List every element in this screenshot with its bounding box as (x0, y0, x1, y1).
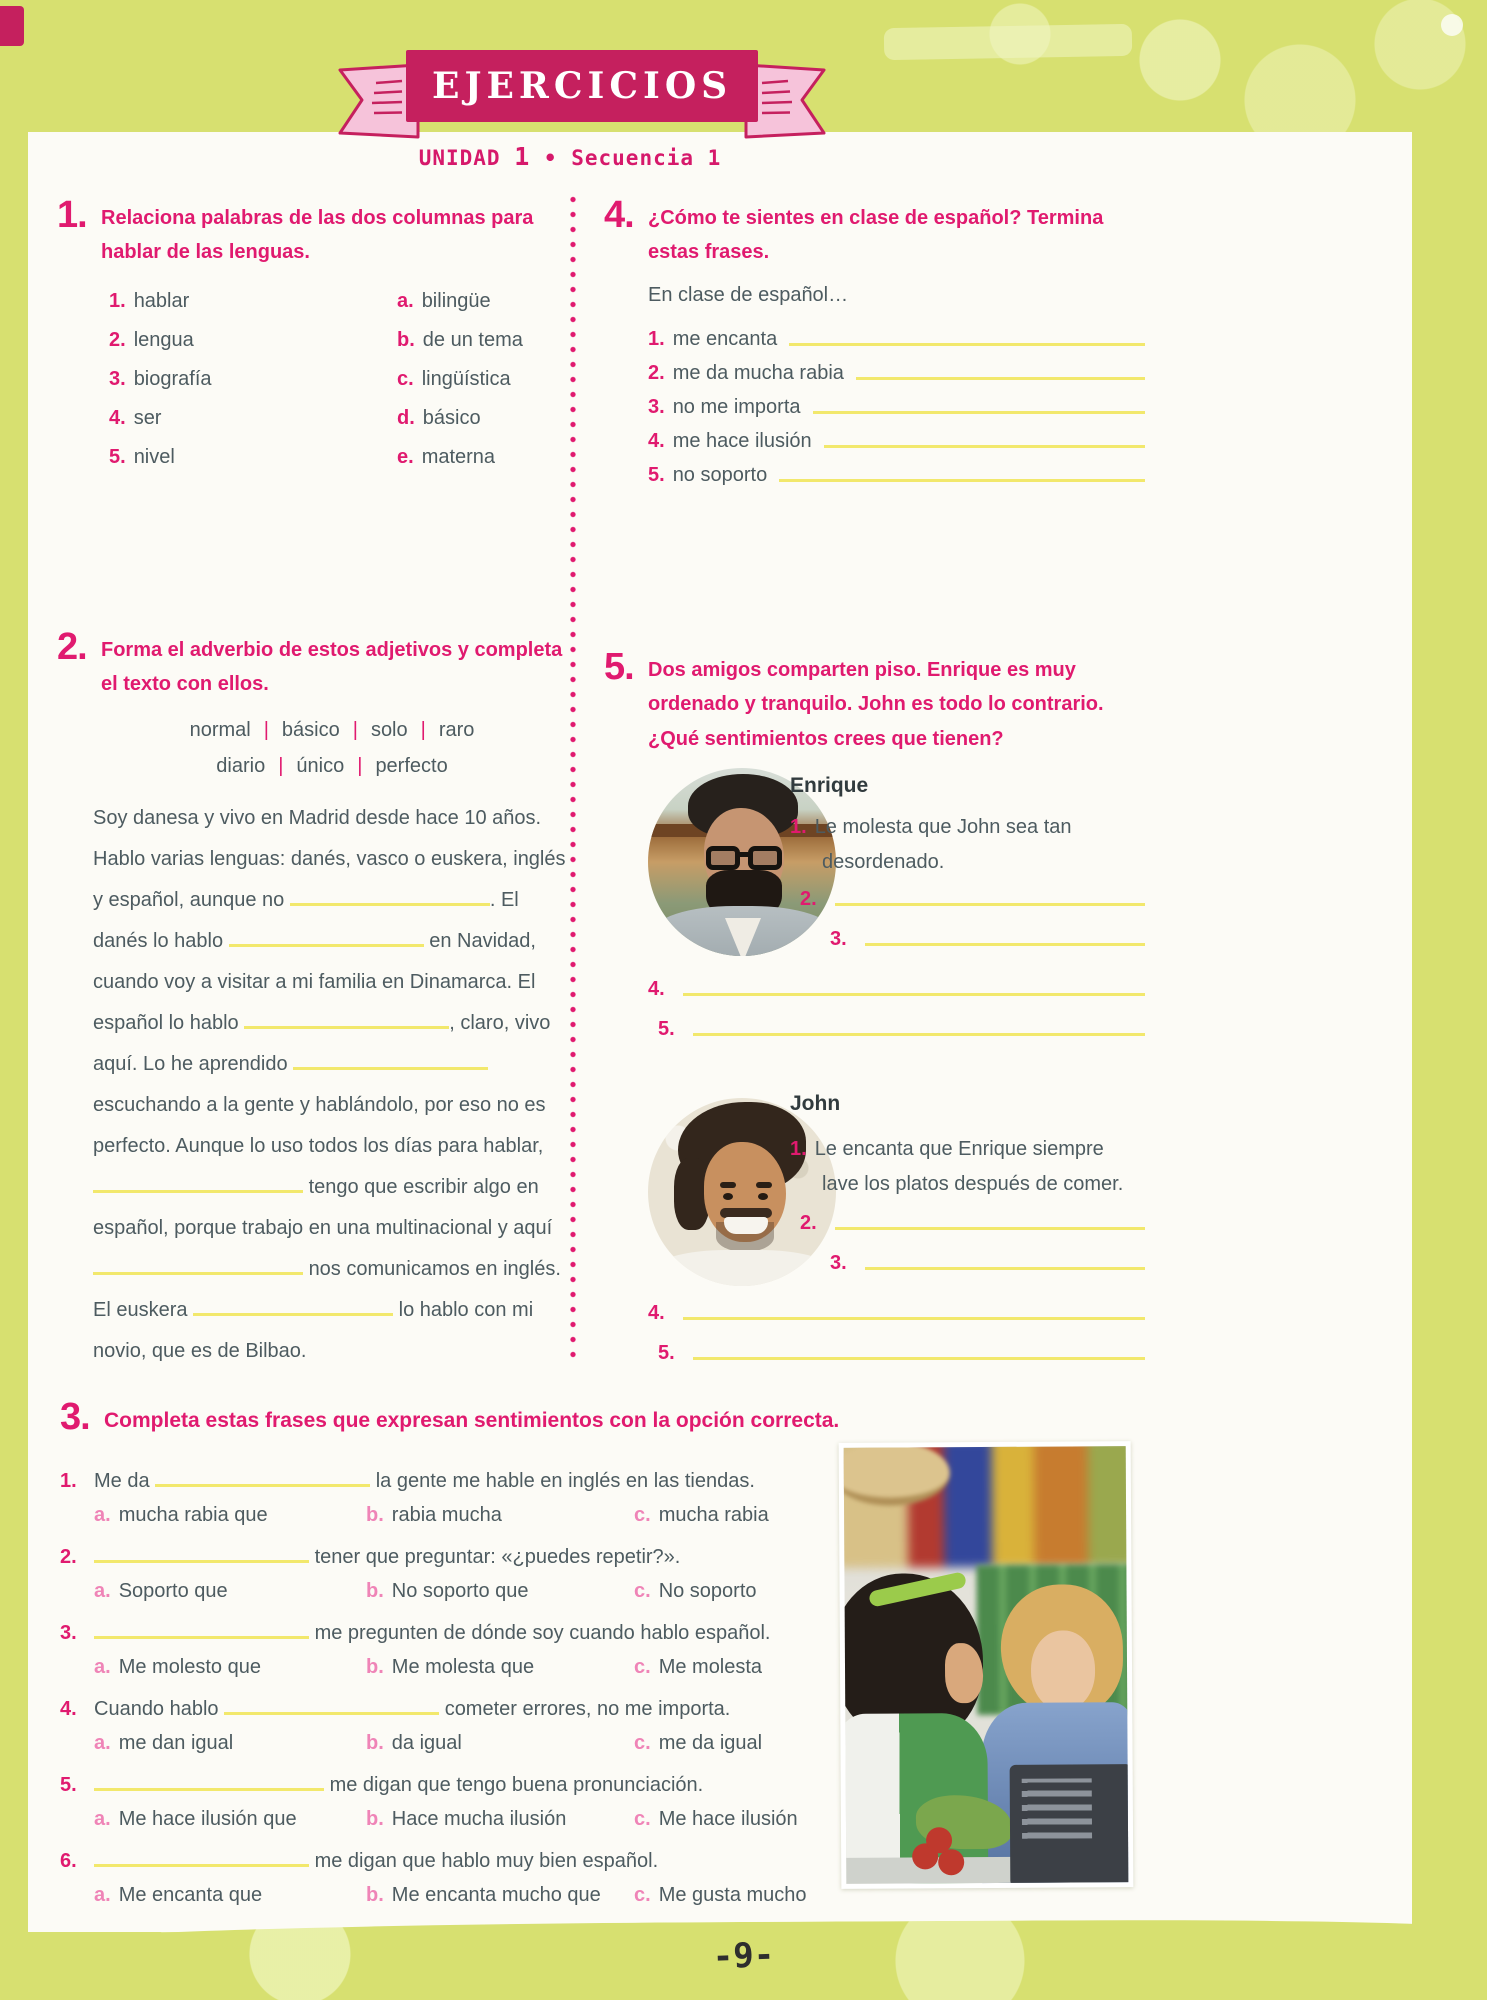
exercise-5 (604, 646, 1145, 1364)
option-letter: c. (634, 1808, 651, 1831)
word-bank-row (97, 712, 567, 748)
item-letter: a. (397, 289, 414, 312)
option-letter: b. (366, 1580, 384, 1603)
option-text: Me molesto que (118, 1656, 261, 1679)
question-sentence (60, 1622, 870, 1648)
exercise-4-number: 4. (604, 194, 634, 236)
sentence-row (648, 419, 1145, 453)
item-number: 4. (109, 406, 126, 429)
text-segment: en Navidad, cuando voy a visitar a mi familia en Dinamarca. El español lo hablo (93, 929, 536, 1034)
answer-row (800, 888, 1145, 911)
item-number: 4. (648, 1302, 665, 1324)
glasses-bridge (738, 852, 750, 857)
option-c (634, 1732, 874, 1758)
register-keys (1022, 1778, 1092, 1838)
options-row (94, 1504, 870, 1530)
sentence-starter: me hace ilusión (672, 429, 812, 452)
answer-row (648, 978, 1145, 1001)
item-number: 2. (648, 361, 665, 384)
text-segment: lo hablo con mi novio, que es de Bilbao. (93, 1298, 534, 1362)
item-number: 1. (790, 816, 807, 838)
exercise-4-intro: En clase de español… (648, 283, 849, 306)
sentence-post: me pregunten de dónde soy cuando hablo español. (314, 1622, 771, 1645)
option-b (366, 1808, 634, 1834)
option-text: Me gusta mucho (658, 1884, 807, 1907)
item-number: 1. (109, 289, 126, 312)
option-text: Soporto que (118, 1580, 228, 1603)
bank-word: normal (189, 718, 251, 741)
eyebrow (756, 1182, 772, 1188)
page-number: -9- (712, 1934, 775, 1978)
store-scene (844, 1446, 1129, 1884)
option-b (366, 1656, 634, 1682)
customer-face (1031, 1630, 1095, 1710)
sentence-starter: me encanta (672, 327, 778, 350)
bank-separator: | (420, 718, 426, 741)
item-number: 3. (648, 395, 665, 418)
exercise-3-title: Completa estas frases que expresan sentimientos con la opción correcta. (104, 1409, 840, 1432)
fill-in-blank (244, 1015, 449, 1029)
item-number: 1. (790, 1138, 807, 1160)
option-text: mucha rabia (658, 1504, 769, 1527)
item-letter: d. (397, 406, 415, 429)
option-text: No soporto que (391, 1580, 529, 1603)
fill-in-line (835, 1220, 1145, 1230)
store-photo (839, 1441, 1134, 1889)
option-b (366, 1504, 634, 1530)
option-letter: c. (634, 1504, 651, 1527)
options-row (94, 1580, 870, 1606)
item-number: 5. (648, 463, 665, 486)
item-number: 2. (60, 1546, 77, 1569)
eye (758, 1193, 768, 1200)
corner-tab (0, 6, 24, 46)
bank-word: único (296, 754, 345, 777)
option-a (94, 1656, 366, 1682)
answer-row (648, 1302, 1145, 1325)
option-text: Me molesta que (391, 1656, 535, 1679)
option-c (634, 1504, 874, 1530)
bank-word: perfecto (375, 754, 448, 777)
item-number: 3. (830, 928, 847, 950)
item-letter: c. (397, 367, 414, 390)
subtitle-bullet: • (543, 146, 558, 170)
item-number: 2. (800, 888, 817, 910)
example-sentence (790, 810, 1128, 880)
fill-in-blank (224, 1701, 439, 1715)
options-row (94, 1808, 870, 1834)
bank-word: diario (216, 754, 266, 777)
person-name: John (790, 1092, 841, 1115)
word-bank (97, 712, 567, 784)
person-block-john (604, 1084, 1145, 1414)
option-text: Me molesta (658, 1656, 763, 1679)
matching-row (109, 368, 572, 407)
item-number: 5. (658, 1018, 675, 1040)
item-number: 6. (60, 1850, 77, 1873)
exercise-4-title: ¿Cómo te sientes en clase de español? Termina estas frases. (648, 207, 1104, 264)
fill-in-line (865, 936, 1145, 946)
fill-in-line (779, 472, 1145, 482)
option-text: rabia mucha (391, 1504, 502, 1527)
answer-row (800, 1212, 1145, 1235)
option-letter: a. (94, 1884, 111, 1907)
bank-word: básico (281, 718, 340, 741)
ejercicios-banner (332, 50, 832, 132)
option-text: mucha rabia que (118, 1504, 268, 1527)
item-number: 4. (60, 1698, 77, 1721)
exercise-5-title: Dos amigos comparten piso. Enrique es muy ordenado y tranquilo. John es todo lo contrario. ¿Qué sentimientos crees que tienen? (648, 659, 1104, 750)
option-text: Hace mucha ilusión (391, 1808, 567, 1831)
item-number: 1. (60, 1470, 77, 1493)
sentence-row (648, 317, 1145, 351)
fill-in-blank (293, 1056, 488, 1070)
fill-in-line (865, 1260, 1145, 1270)
sentence-post: me digan que tengo buena pronunciación. (329, 1774, 704, 1797)
eyebrow (720, 1182, 736, 1188)
text-segment: Soy danesa y vivo en Madrid desde hace 10 años. Hablo varias lenguas: danés, vasco o euskera, inglés y español, aunque no (93, 806, 566, 911)
tomato (926, 1827, 952, 1853)
fill-in-line (789, 336, 1145, 346)
multiple-choice-items (60, 1470, 870, 1910)
option-letter: a. (94, 1504, 111, 1527)
option-text: Me encanta mucho que (391, 1884, 601, 1907)
option-c (634, 1884, 874, 1910)
option-letter: b. (366, 1656, 384, 1679)
sentence-row (648, 351, 1145, 385)
sentence-post: cometer errores, no me importa. (444, 1698, 731, 1721)
unit-label: UNIDAD (418, 146, 501, 170)
left-word: biografía (133, 367, 212, 390)
bank-separator: | (263, 718, 269, 741)
item-number: 3. (109, 367, 126, 390)
option-c (634, 1656, 874, 1682)
exercise-5-number: 5. (604, 646, 634, 688)
fill-in-blank (155, 1473, 370, 1487)
fill-in-blank (94, 1853, 309, 1867)
fill-in-blank (93, 1179, 303, 1193)
answer-row (658, 1018, 1145, 1041)
option-a (94, 1504, 366, 1530)
glasses-lens (706, 846, 740, 870)
left-word: lengua (133, 328, 194, 351)
option-b (366, 1580, 634, 1606)
sentence-starter: no soporto (672, 463, 768, 486)
bank-word: raro (438, 718, 475, 741)
answer-row (830, 928, 1145, 951)
sentence-row (648, 453, 1145, 487)
bank-separator: | (278, 754, 284, 777)
person-name: Enrique (790, 774, 869, 797)
option-text: da igual (391, 1732, 462, 1755)
fill-in-blank (94, 1549, 309, 1563)
option-text: Me hace ilusión (658, 1808, 798, 1831)
example-text: Le encanta que Enrique siempre lave los platos después de comer. (814, 1138, 1124, 1195)
item-letter: b. (397, 328, 415, 351)
option-c (634, 1580, 874, 1606)
left-word: hablar (133, 289, 190, 312)
option-a (94, 1580, 366, 1606)
right-word: lingüística (421, 367, 511, 390)
exercise-2-text (93, 798, 571, 1372)
item-number: 3. (60, 1622, 77, 1645)
fill-in-line (835, 896, 1145, 906)
sentence-pre: Me da (94, 1470, 150, 1493)
option-text: me dan igual (118, 1732, 234, 1755)
text-segment: . El danés lo hablo (93, 888, 519, 952)
option-text: No soporto (658, 1580, 757, 1603)
exercise-3-number: 3. (60, 1396, 90, 1438)
exercise-1 (57, 196, 572, 485)
fill-in-line (683, 1310, 1145, 1320)
option-a (94, 1732, 366, 1758)
right-word: de un tema (422, 328, 523, 351)
fill-in-line (693, 1026, 1145, 1036)
option-c (634, 1808, 874, 1834)
sentence-post: la gente me hable en inglés en las tiendas. (375, 1470, 755, 1493)
text-segment: tengo que escribir algo en español, porque trabajo en una multinacional y aquí (93, 1175, 553, 1239)
fill-in-blank (290, 892, 490, 906)
item-number: 2. (800, 1212, 817, 1234)
fill-in-blank (193, 1302, 393, 1316)
banner-title: EJERCICIOS (406, 50, 758, 122)
option-letter: a. (94, 1808, 111, 1831)
question-sentence (60, 1774, 870, 1800)
bank-separator: | (352, 718, 358, 741)
exercise-2 (57, 628, 572, 1372)
option-text: me da igual (658, 1732, 763, 1755)
item-number: 4. (648, 429, 665, 452)
matching-row (109, 290, 572, 329)
background-watermark (884, 24, 1133, 60)
right-word: básico (422, 406, 481, 429)
glasses-lens (748, 846, 782, 870)
eye (723, 1193, 733, 1200)
question-sentence (60, 1470, 870, 1496)
fill-in-line (693, 1350, 1145, 1360)
right-word: bilingüe (421, 289, 491, 312)
sentence-starter: no me importa (672, 395, 801, 418)
option-letter: a. (94, 1732, 111, 1755)
item-number: 3. (830, 1252, 847, 1274)
option-letter: c. (634, 1884, 651, 1907)
unit-number: 1 (514, 142, 531, 171)
exercise-2-title: Forma el adverbio de estos adjetivos y completa el texto con ellos. (101, 639, 563, 696)
option-letter: b. (366, 1732, 384, 1755)
fill-in-blank (229, 933, 424, 947)
options-row (94, 1732, 870, 1758)
exercise-1-title: Relaciona palabras de las dos columnas para hablar de las lenguas. (101, 207, 534, 264)
option-b (366, 1884, 634, 1910)
option-letter: a. (94, 1656, 111, 1679)
exercise-1-number: 1. (57, 194, 87, 236)
item-number: 2. (109, 328, 126, 351)
option-letter: b. (366, 1884, 384, 1907)
options-row (94, 1884, 870, 1910)
bank-separator: | (357, 754, 363, 777)
item-number: 5. (658, 1342, 675, 1364)
question-sentence (60, 1698, 870, 1724)
left-word: nivel (133, 445, 175, 468)
word-bank-row (97, 748, 567, 784)
fill-in-line (683, 986, 1145, 996)
answer-row (658, 1342, 1145, 1365)
example-text: Le molesta que John sea tan desordenado. (814, 816, 1072, 873)
question-sentence (60, 1546, 870, 1572)
corner-dot (1441, 14, 1463, 36)
sentence-starters (648, 317, 1145, 487)
fill-in-line (824, 438, 1145, 448)
fill-in-line (813, 404, 1145, 414)
matching-row (109, 446, 572, 485)
sentence-post: tener que preguntar: «¿puedes repetir?». (314, 1546, 681, 1569)
tomato (938, 1849, 964, 1875)
example-sentence (790, 1132, 1128, 1202)
option-letter: c. (634, 1656, 651, 1679)
sentence-post: me digan que hablo muy bien español. (314, 1850, 659, 1873)
exercise-2-number: 2. (57, 626, 87, 668)
option-text: Me hace ilusión que (118, 1808, 297, 1831)
tshirt (658, 1250, 828, 1286)
text-segment: escuchando a la gente y hablándolo, por eso no es perfecto. Aunque lo uso todos los días para hablar, (93, 1093, 546, 1157)
question-sentence (60, 1850, 870, 1876)
smile (724, 1217, 768, 1234)
matching-list (109, 290, 572, 485)
cash-register (1010, 1764, 1129, 1884)
item-number: 4. (648, 978, 665, 1000)
option-letter: c. (634, 1580, 651, 1603)
sentence-starter: me da mucha rabia (672, 361, 844, 384)
item-letter: e. (397, 445, 414, 468)
person-block-enrique (604, 760, 1145, 1084)
option-letter: a. (94, 1580, 111, 1603)
option-a (94, 1808, 366, 1834)
item-number: 5. (109, 445, 126, 468)
answer-row (830, 1252, 1145, 1275)
text-segment: nos comunicamos en inglés. El euskera (93, 1257, 561, 1321)
left-word: ser (133, 406, 162, 429)
option-a (94, 1884, 366, 1910)
fill-in-blank (93, 1261, 303, 1275)
matching-row (109, 329, 572, 368)
item-number: 1. (648, 327, 665, 350)
sentence-row (648, 385, 1145, 419)
option-letter: b. (366, 1808, 384, 1831)
fill-in-line (856, 370, 1145, 380)
item-number: 5. (60, 1774, 77, 1797)
exercise-4 (604, 196, 1145, 487)
unit-subtitle (0, 142, 1140, 171)
option-b (366, 1732, 634, 1758)
option-text: Me encanta que (118, 1884, 263, 1907)
options-row (94, 1656, 870, 1682)
right-word: materna (421, 445, 496, 468)
fill-in-blank (94, 1625, 309, 1639)
text-segment: , claro, vivo aquí. Lo he aprendido (93, 1011, 551, 1075)
sequence-label: Secuencia 1 (571, 146, 722, 170)
exercise-3 (60, 1398, 1410, 1926)
fill-in-blank (94, 1777, 324, 1791)
option-letter: c. (634, 1732, 651, 1755)
bank-word: solo (370, 718, 408, 741)
matching-row (109, 407, 572, 446)
sentence-pre: Cuando hablo (94, 1698, 219, 1721)
option-letter: b. (366, 1504, 384, 1527)
